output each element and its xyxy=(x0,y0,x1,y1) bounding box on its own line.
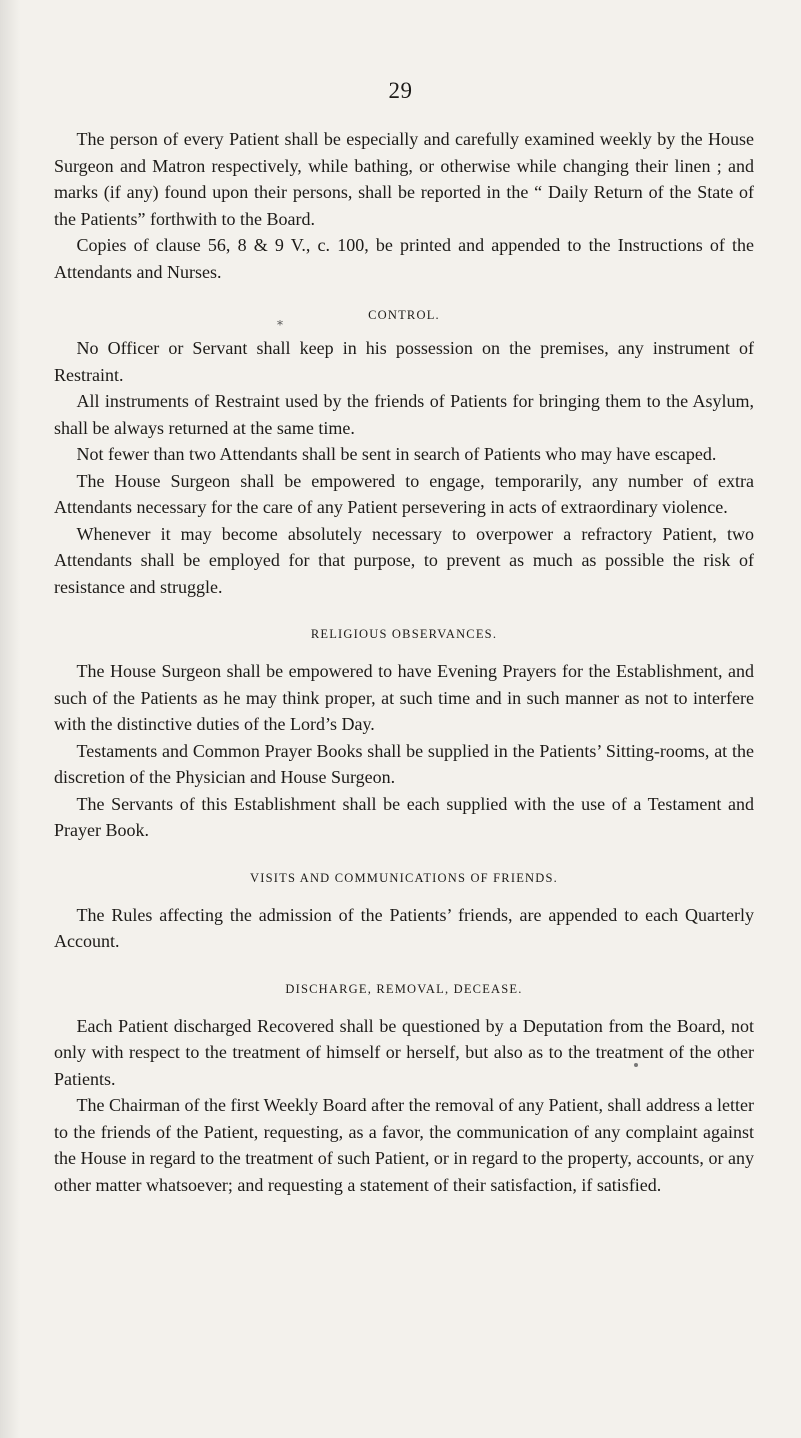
paragraph: Each Patient discharged Recovered shall be questioned by a Deputation from the Board, not only with respect to the treatment of himself or herself, but also as to the treatment of the other Patients. xyxy=(54,1015,754,1089)
page-number: 29 xyxy=(388,78,413,103)
document-body xyxy=(54,126,754,1198)
section-heading-religious-observances: RELIGIOUS OBSERVANCES. xyxy=(310,627,498,641)
paragraph: No Officer or Servant shall keep in his possession on the premises, any instrument of Restraint. xyxy=(54,338,754,385)
paragraph: Testaments and Common Prayer Books shall be supplied in the Patients’ Sitting-rooms, at the discretion of the Physician and House Surgeon. xyxy=(54,740,754,787)
stray-mark: ⁎ xyxy=(277,314,283,328)
paragraph: The Chairman of the first Weekly Board after the removal of any Patient, shall address a letter to the friends of the Patient, requesting, as a favor, the communication of any complaint against the House in regard to the treatment of such Patient, or in regard to the property, accounts, or any other matter whatsoever; and requesting a statement of their satisfaction, if satisfied. xyxy=(54,1095,754,1195)
section-heading-visits: VISITS AND COMMUNICATIONS OF FRIENDS. xyxy=(250,870,558,885)
paragraph: The House Surgeon shall be empowered to have Evening Prayers for the Establishment, and such of the Patients as he may think proper, at such time and in such manner as not to interfere with the distinctive duties of the Lord’s Day. xyxy=(54,661,754,734)
paragraph: All instruments of Restraint used by the friends of Patients for bringing them to the Asylum, shall be always returned at the same time. xyxy=(54,391,754,438)
paragraph: The person of every Patient shall be especially and carefully examined weekly by the House Surgeon and Matron respectively, while bathing, or otherwise while changing their linen ; and marks (if any) found upon their persons, shall be reported in the “ Daily Return of the State of the Patients” forthwith to the Board. xyxy=(54,129,754,229)
paragraph: Copies of clause 56, 8 & 9 V., c. 100, be printed and appended to the Instructions of the Attendants and Nurses. xyxy=(54,235,754,282)
paragraph: Whenever it may become absolutely necessary to overpower a refractory Patient, two Attendants shall be employed for that purpose, to prevent as much as possible the risk of resistance and struggle. xyxy=(54,523,754,597)
section-heading-discharge: DISCHARGE, REMOVAL, DECEASE. xyxy=(285,981,523,996)
section-heading-control: CONTROL. xyxy=(368,308,440,322)
page-gutter-shadow xyxy=(0,0,20,1438)
paragraph: The Rules affecting the admission of the Patients’ friends, are appended to each Quarterly Account. xyxy=(54,904,754,951)
paragraph: The Servants of this Establishment shall be each supplied with the use of a Testament and Prayer Book. xyxy=(54,793,754,840)
paragraph: The House Surgeon shall be empowered to engage, temporarily, any number of extra Attendants necessary for the care of any Patient persevering in acts of extraordinary violence. xyxy=(54,470,754,517)
paragraph: Not fewer than two Attendants shall be sent in search of Patients who may have escaped. xyxy=(76,444,717,464)
